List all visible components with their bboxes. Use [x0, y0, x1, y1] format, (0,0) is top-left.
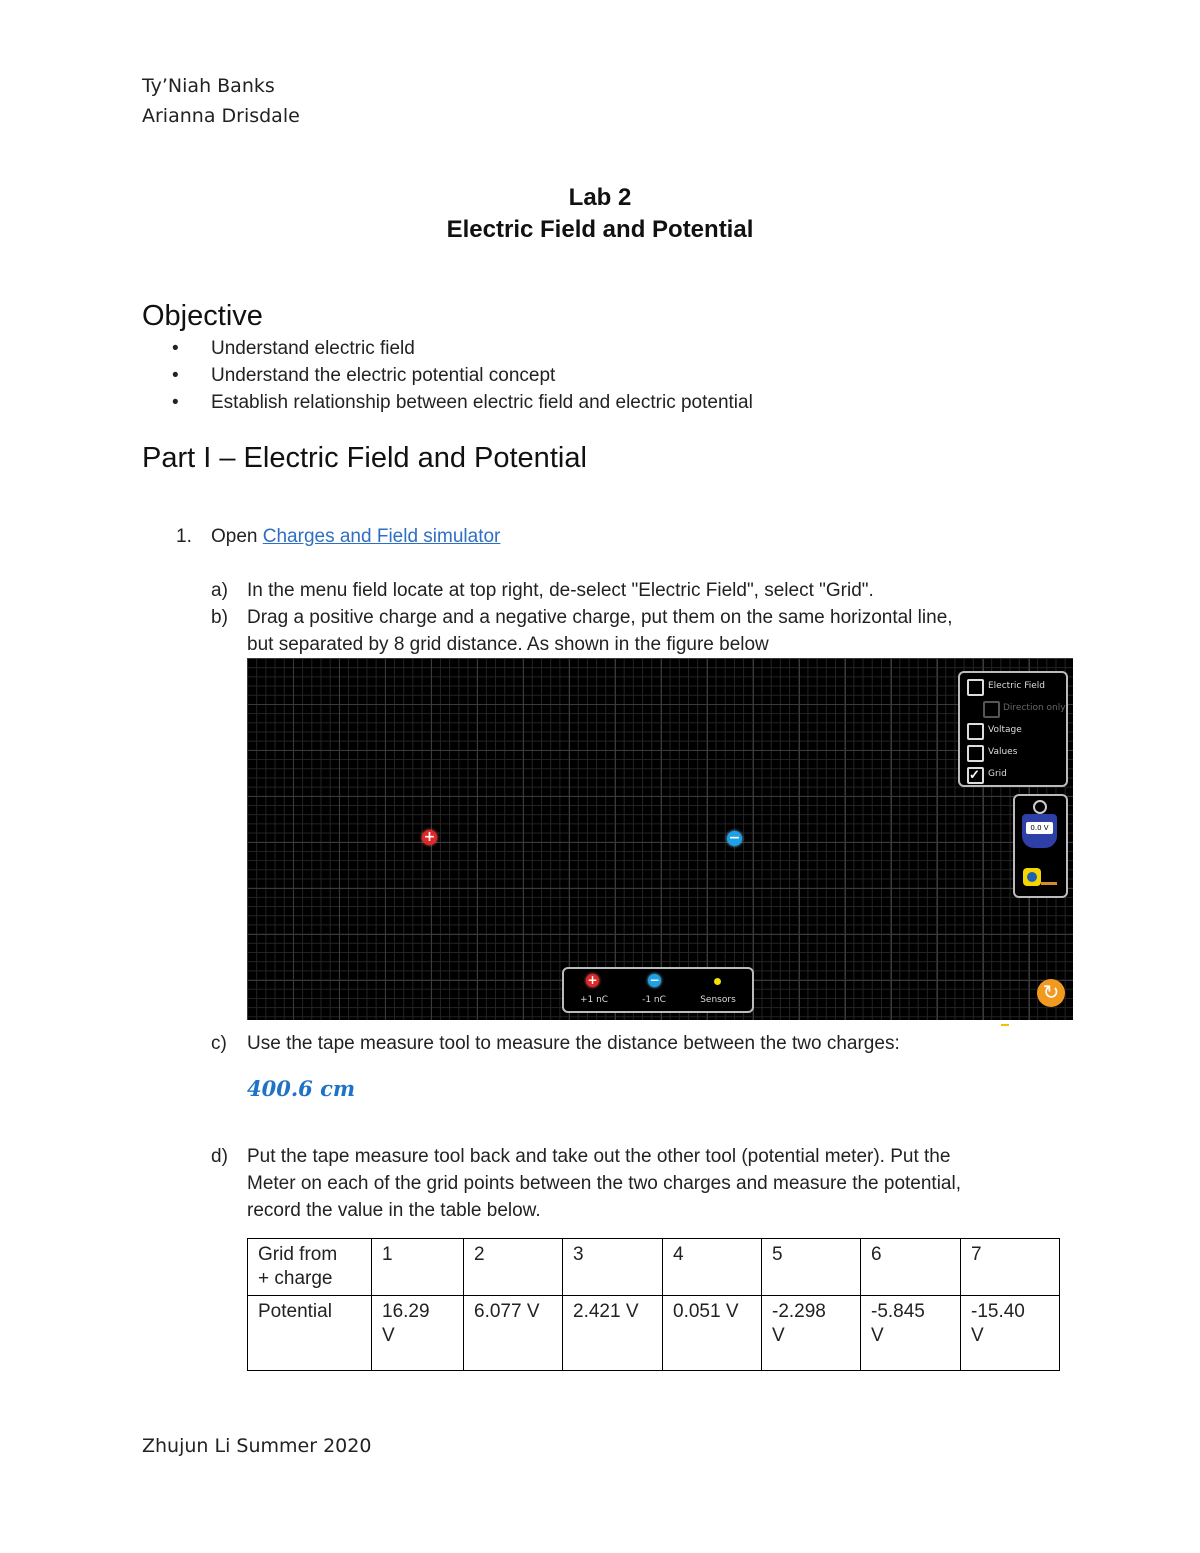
table-row [248, 1296, 1060, 1371]
potential-cell [861, 1296, 961, 1371]
potential-unit: V [772, 1325, 785, 1346]
electric-field-label: Electric Field [988, 681, 1045, 691]
potential-table [247, 1238, 1060, 1371]
header-line: + charge [258, 1268, 333, 1289]
step-number: 1. [176, 526, 192, 547]
author-name-1: Ty’Niah Banks [142, 75, 275, 97]
tape-strip [1041, 882, 1057, 885]
yellow-mark [1001, 1024, 1009, 1026]
direction-only-checkbox[interactable] [983, 701, 1000, 718]
potential-unit: V [871, 1325, 884, 1346]
potential-unit: V [971, 1325, 984, 1346]
potential-value: 2.421 V [573, 1301, 639, 1322]
potential-cell [961, 1296, 1060, 1371]
objective-heading: Objective [142, 300, 263, 332]
potential-cell [762, 1296, 861, 1371]
grid-point-cell: 2 [464, 1239, 563, 1296]
grid-point-cell: 5 [762, 1239, 861, 1296]
table-row [248, 1239, 1060, 1296]
potential-value: -5.845 [871, 1301, 925, 1322]
meter-readout: 0.0 V [1026, 822, 1053, 834]
negative-charge-label: -1 nC [642, 995, 666, 1005]
table-header-cell: Potential [248, 1296, 372, 1371]
substep-marker: b) [211, 607, 228, 628]
substep-d-line2: Meter on each of the grid points between the two charges and measure the potential, [247, 1173, 962, 1194]
potential-unit: V [382, 1325, 395, 1346]
potential-cell [563, 1296, 663, 1371]
table-header-cell [248, 1239, 372, 1296]
distance-answer: 400.6 cm [247, 1076, 356, 1101]
reset-icon[interactable]: ↻ [1037, 979, 1065, 1007]
step1-prefix: Open [211, 526, 263, 547]
positive-charge-source[interactable]: + [587, 973, 598, 987]
tape-measure-icon[interactable] [1023, 868, 1041, 886]
substep-b-line2: but separated by 8 grid distance. As shown in the figure below [247, 634, 769, 655]
direction-only-label: Direction only [1003, 703, 1066, 713]
simulator-link[interactable]: Charges and Field simulator [262, 526, 501, 547]
values-label: Values [988, 747, 1018, 757]
substep-marker: c) [211, 1033, 227, 1054]
potential-value: 6.077 V [474, 1301, 540, 1322]
sensors-label: Sensors [700, 995, 736, 1005]
substep-a-text: In the menu field locate at top right, de-select "Electric Field", select "Grid". [247, 580, 874, 601]
grid-point-cell: 4 [663, 1239, 762, 1296]
objective-bullet: Understand the electric potential concept [211, 365, 556, 386]
tools-panel [1013, 794, 1068, 898]
electric-field-checkbox[interactable] [967, 679, 984, 696]
objective-bullet: Understand electric field [211, 338, 415, 359]
negative-charge-source[interactable]: − [649, 973, 660, 987]
substep-marker: a) [211, 580, 228, 601]
charges-toolbox [562, 967, 754, 1013]
substep-c-text: Use the tape measure tool to measure the distance between the two charges: [247, 1033, 900, 1054]
objective-bullet: Establish relationship between electric field and electric potential [211, 392, 753, 413]
values-checkbox[interactable] [967, 745, 984, 762]
author-name-2: Arianna Drisdale [142, 105, 300, 127]
simulator-screenshot [247, 658, 1073, 1020]
bullet-dot: • [172, 338, 179, 359]
grid-label: Grid [988, 769, 1007, 779]
part1-heading: Part I – Electric Field and Potential [142, 442, 587, 474]
voltage-checkbox[interactable] [967, 723, 984, 740]
positive-charge-label: +1 nC [579, 995, 609, 1005]
negative-charge[interactable]: − [728, 830, 741, 846]
lab-subtitle: Electric Field and Potential [446, 216, 754, 243]
potential-value: -15.40 [971, 1301, 1025, 1322]
potential-value: -2.298 [772, 1301, 826, 1322]
grid-point-cell: 3 [563, 1239, 663, 1296]
bullet-dot: • [172, 392, 179, 413]
positive-charge[interactable]: + [423, 829, 436, 845]
header-line: Grid from [258, 1244, 338, 1265]
potential-value: 0.051 V [673, 1301, 739, 1322]
grid-checkbox[interactable] [967, 767, 984, 784]
grid-point-cell: 6 [861, 1239, 961, 1296]
meter-ring-icon [1033, 800, 1047, 814]
page-footer: Zhujun Li Summer 2020 [142, 1435, 372, 1457]
substep-marker: d) [211, 1146, 228, 1167]
options-menu-panel [958, 671, 1068, 787]
checkmark-icon: ✓ [969, 767, 980, 782]
lab-title: Lab 2 [568, 184, 632, 211]
substep-d-line1: Put the tape measure tool back and take out the other tool (potential meter). Put the [247, 1146, 951, 1167]
substep-b-line1: Drag a positive charge and a negative charge, put them on the same horizontal line, [247, 607, 953, 628]
potential-cell [464, 1296, 563, 1371]
voltage-label: Voltage [988, 725, 1022, 735]
potential-cell [372, 1296, 464, 1371]
bullet-dot: • [172, 365, 179, 386]
voltage-meter-icon[interactable] [1022, 814, 1057, 848]
substep-d-line3: record the value in the table below. [247, 1200, 541, 1221]
step1-text [211, 526, 500, 548]
grid-point-cell: 1 [372, 1239, 464, 1296]
grid-point-cell: 7 [961, 1239, 1060, 1296]
potential-cell [663, 1296, 762, 1371]
potential-value: 16.29 [382, 1301, 430, 1322]
sensor-source[interactable] [714, 978, 721, 985]
